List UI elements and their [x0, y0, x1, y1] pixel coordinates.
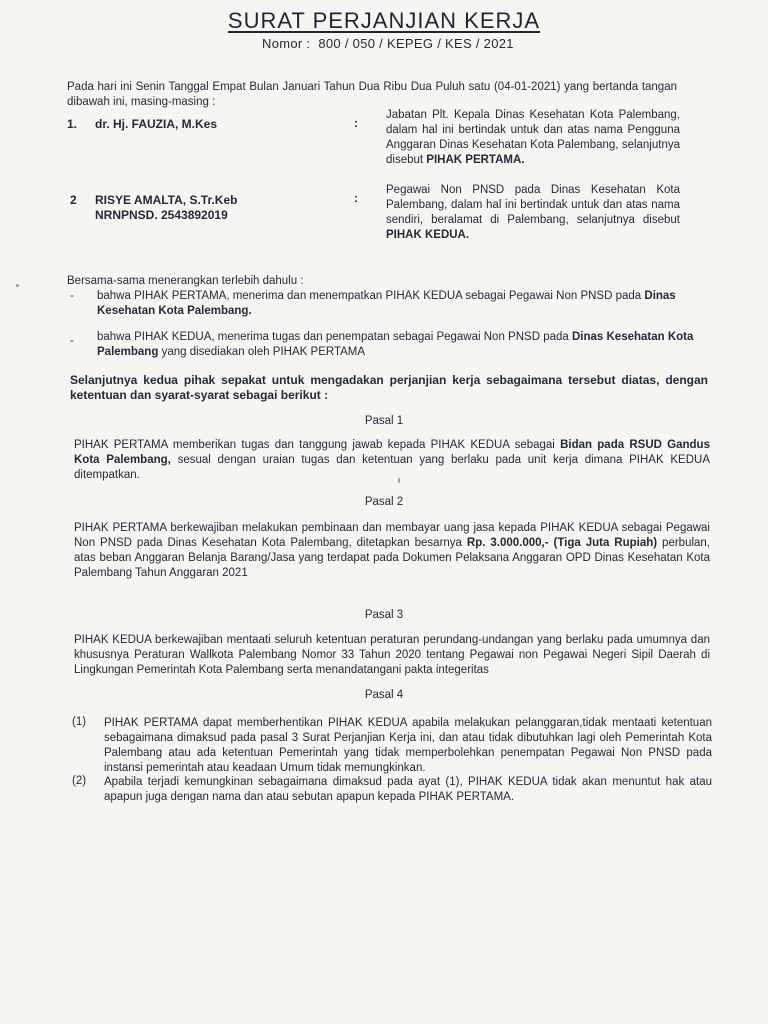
pasal4-item1-text: PIHAK PERTAMA dapat memberhentikan PIHAK KEDUA apabila melakukan pelanggaran,tidak mentaati ketentuan sebagaimana dimaksud pada pasal 3 Surat Perjanjian Kerja ini, dan atau tidak dibutuhkan lagi oleh Pemerintah Kota Palembang atau ada ketentuan Pemerintah yang tidak memperbolehkan penempatan Pegawai Non PNSD pada instansi pemerintah atau keadaan Umum tidak memungkinkan.: [104, 717, 712, 774]
pasal1-heading: Pasal 1: [364, 415, 404, 427]
pasal4-heading: Pasal 4: [364, 689, 404, 701]
pasal2-bold: Rp. 3.000.000,- (Tiga Juta Rupiah): [466, 537, 658, 549]
party1-number: 1.: [67, 117, 78, 131]
party1-role: PIHAK PERTAMA.: [426, 154, 525, 166]
document-number-value: 800 / 050 / KEPEG / KES / 2021: [318, 36, 514, 51]
bullet1-pre: bahwa PIHAK PERTAMA, menerima dan menempatkan PIHAK KEDUA sebagai Pegawai Non PNSD pada: [97, 290, 642, 302]
pasal4-item2-text: Apabila terjadi kemungkinan sebagaimana dimaksud pada ayat (1), PIHAK KEDUA tidak akan menuntut hak atau apapun juga dengan nama dan atau sebutan apapun kepada PIHAK PERTAMA.: [104, 776, 712, 803]
scan-speck: [16, 284, 19, 287]
pasal3-heading: Pasal 3: [364, 609, 404, 621]
party2-number: 2: [70, 193, 77, 207]
bullet2-text: [97, 330, 707, 360]
document-title: SURAT PERJANJIAN KERJA: [227, 8, 541, 33]
bullet2-pre: bahwa PIHAK KEDUA, menerima tugas dan penempatan sebagai Pegawai Non PNSD pada: [97, 331, 569, 343]
pasal4-item1-number: (1): [72, 716, 87, 728]
bullet1-text: [97, 289, 707, 319]
pasal2-paragraph: [74, 521, 710, 581]
pasal1-bold: Bidan pada RSUD Gandus Kota Palembang,: [74, 439, 710, 466]
party2-description: [386, 183, 680, 243]
party1-desc-text: Jabatan Plt. Kepala Dinas Kesehatan Kota Palembang, dalam hal ini bertindak untuk dan atas nama Pengguna Anggaran Dinas Kesehatan Kota Palembang, selanjutnya disebut: [386, 109, 680, 166]
opening-paragraph: Pada hari ini Senin Tanggal Empat Bulan Januari Tahun Dua Ribu Dua Puluh satu (04-01-2021) yang bertanda tangan dibawah ini, masing-masing :: [67, 81, 677, 108]
bullet2-post: yang disediakan oleh PIHAK PERTAMA: [161, 346, 366, 358]
pasal2-heading: Pasal 2: [364, 496, 404, 508]
party2-colon: :: [354, 191, 358, 205]
pasal1-paragraph: [74, 438, 710, 483]
pasal2-post: perbulan, atas beban Anggaran Belanja Barang/Jasa yang terdapat pada Dokumen Pelaksana Anggaran OPD Dinas Kesehatan Kota Palembang Tahun Anggaran 2021: [74, 537, 711, 579]
bullet1-dash: -: [70, 290, 74, 302]
party2-desc-text: Pegawai Non PNSD pada Dinas Kesehatan Kota Palembang, dalam hal ini bertindak untuk dan atas nama sendiri, beralamat di Palembang, selanjutnya disebut: [386, 184, 680, 226]
pasal1-post: sesual dengan uraian tugas dan ketentuan yang berlaku pada unit kerja dimana PIHAK KEDUA ditempatkan.: [74, 454, 710, 481]
pasal4-item2-number: (2): [72, 775, 87, 787]
pasal3-paragraph: PIHAK KEDUA berkewajiban mentaati seluruh ketentuan peraturan perundang-undangan yang berlaku pada umumnya dan khususnya Peraturan Wallkota Palembang Nomor 33 Tahun 2020 tentang Pegawai non Pegawai Negeri Sipil Daerah di Lingkungan Pemerintah Kota Palembang serta menandatangani pakta integeritas: [74, 634, 710, 676]
selanjutnya-paragraph: Selanjutnya kedua pihak sepakat untuk mengadakan perjanjian kerja sebagaimana tersebut diatas, dengan ketentuan dan syarat-syarat sebagai berikut :: [70, 373, 708, 402]
party1-name: dr. Hj. FAUZIA, M.Kes: [95, 117, 218, 131]
document-number-label: Nomor :: [262, 36, 311, 51]
party2-role: PIHAK KEDUA.: [386, 229, 470, 241]
pasal2-pre: PIHAK PERTAMA berkewajiban melakukan pembinaan dan membayar uang jasa kepada PIHAK KEDUA sebagai Pegawai Non PNSD pada Dinas Kesehatan Kota Palembang, ditetapkan besarnya: [74, 522, 710, 549]
bullet2-bold: Dinas Kesehatan Kota Palembang: [97, 331, 694, 358]
party2-name: RISYE AMALTA, S.Tr.Keb: [95, 193, 238, 207]
bersama-heading: Bersama-sama menerangkan terlebih dahulu :: [67, 275, 304, 287]
bullet1-bold: Dinas Kesehatan Kota Palembang.: [97, 290, 676, 317]
party1-colon: :: [354, 116, 358, 130]
scan-speck: [398, 478, 400, 483]
document-number: [262, 36, 514, 51]
party1-description: [386, 108, 680, 168]
pasal1-pre: PIHAK PERTAMA memberikan tugas dan tanggung jawab kepada PIHAK KEDUA sebagai: [74, 439, 555, 451]
bullet2-dash: -: [70, 335, 74, 347]
party2-id: NRNPNSD. 2543892019: [95, 208, 228, 222]
